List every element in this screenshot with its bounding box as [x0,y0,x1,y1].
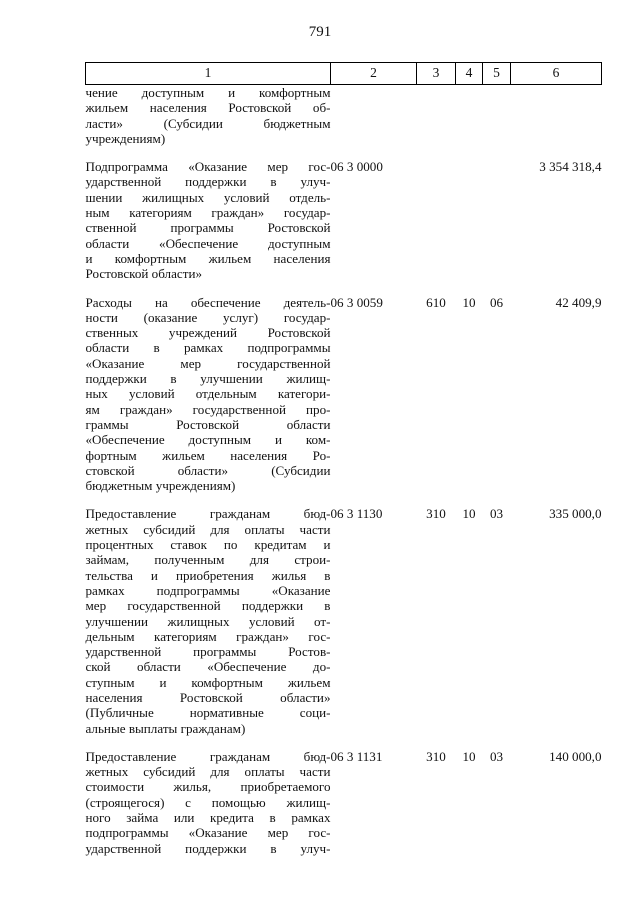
description-line: граммы Ростовской области [85,416,331,432]
description-line: ственной программы Ростовской [85,220,331,236]
description-line: Предоставление гражданам бюд- [85,748,331,764]
row-section: 10 [462,748,476,764]
description-line: ям граждан» государственной про- [85,401,331,417]
row-description [86,295,331,494]
description-line: тельства и приобретения жилья в [85,567,331,583]
description-line: жетных субсидий для оплаты части [85,521,331,537]
description-line: фортным жильем населения Ро- [85,447,331,463]
row-spacer-cell [86,282,602,295]
table-header-row [86,63,602,85]
description-line: области в рамках подпрограммы [85,340,331,356]
column-header-amount: 6 [511,63,602,85]
description-line: Предоставление гражданам бюд- [85,506,331,522]
description-line: жетных субсидий для оплаты части [85,764,331,780]
description-line: ударственной программы Ростов- [85,644,331,660]
row-section [456,85,483,147]
description-line: «Обеспечение доступным и ком- [85,432,331,448]
description-line: займам, полученным для строи- [85,552,331,568]
description-line: ударственной поддержки в улуч- [85,840,331,856]
row-amount: 335 000,0 [549,506,602,522]
description-line: рамках подпрограммы «Оказание [85,582,331,598]
description-line: учреждениям) [85,130,166,146]
description-line: жильем населения Ростовской об- [85,100,331,116]
row-section [456,159,483,281]
row-spacer-cell [86,493,602,506]
column-header-target-code: 2 [331,63,417,85]
row-expense-type: 310 [426,506,446,522]
description-line: населения Ростовской области» [85,689,331,705]
table-row [86,159,602,281]
row-amount [511,85,602,147]
row-spacer-cell [86,146,602,159]
description-line: поддержки в улучшении жилищ- [85,371,331,387]
description-line: стовской области» (Субсидии [85,462,331,478]
column-header-description: 1 [86,63,331,85]
row-target-code: 06 3 0000 [330,159,383,175]
description-line: «Оказание мер государственной [85,355,331,371]
row-amount: 140 000,0 [549,748,602,764]
row-spacer [86,736,602,749]
description-line: дельным категориям граждан» гос- [85,628,331,644]
row-section: 10 [462,506,476,522]
description-line: улучшении жилищных условий от- [85,613,331,629]
row-target-code: 06 3 0059 [330,294,383,310]
row-spacer [86,493,602,506]
table-row [86,85,602,147]
row-section: 10 [462,294,476,310]
description-line: ударственной поддержки в улуч- [85,174,331,190]
description-line: ных условий отдельным категори- [85,386,331,402]
row-description [86,159,331,281]
description-line: Расходы на обеспечение деятель- [85,294,331,310]
description-line: мер государственной поддержки в [85,598,331,614]
row-subsection: 03 [489,748,504,764]
table-row [86,295,602,494]
description-line: чение доступным и комфортным [85,85,331,100]
row-subsection [483,159,511,281]
row-expense-type: 610 [426,294,446,310]
row-target-code: 06 3 1130 [330,506,383,522]
table-row [86,506,602,735]
description-line: области «Обеспечение доступным [85,235,331,251]
row-description [86,506,331,735]
row-target-code [331,85,417,147]
description-line: процентных ставок по кредитам и [85,537,331,553]
description-line: альные выплаты гражданам) [85,720,246,736]
description-line: ным категориям граждан» государ- [85,205,331,221]
row-expense-type [417,159,456,281]
row-amount: 3 354 318,4 [539,159,602,175]
row-spacer [86,146,602,159]
column-header-subsection: 5 [483,63,511,85]
row-spacer-cell [86,736,602,749]
budget-table [85,62,602,856]
column-header-section: 4 [456,63,483,85]
row-expense-type: 310 [426,748,446,764]
row-subsection [483,85,511,147]
table-body [86,85,602,856]
description-line: ласти» (Субсидии бюджетным [85,115,331,131]
row-spacer [86,282,602,295]
description-line: бюджетным учреждениям) [85,478,236,494]
row-amount: 42 409,9 [555,294,602,310]
description-line: (строящегося) с помощью жилищ- [85,794,331,810]
page-number: 791 [308,24,332,40]
description-line: стоимости жилья, приобретаемого [85,779,331,795]
row-description [86,749,331,856]
row-subsection: 06 [489,294,504,310]
description-line: и комфортным жильем населения [85,250,331,266]
row-target-code: 06 3 1131 [330,748,383,764]
description-line: (Публичные нормативные соци- [85,705,331,721]
description-line: подпрограммы «Оказание мер гос- [85,825,331,841]
description-line: шении жилищных условий отдель- [85,189,331,205]
description-line: ступным и комфортным жильем [85,674,331,690]
row-description [86,85,331,147]
table-row [86,749,602,856]
column-header-expense-type: 3 [417,63,456,85]
row-expense-type [417,85,456,147]
description-line: Ростовской области» [85,266,202,282]
description-line: ской области «Обеспечение до- [85,659,331,675]
description-line: ного займа или кредита в рамках [85,810,331,826]
row-subsection: 03 [489,506,504,522]
description-line: Подпрограмма «Оказание мер гос- [85,159,331,175]
description-line: ственных учреждений Ростовской [85,325,331,341]
description-line: ности (оказание услуг) государ- [85,309,331,325]
